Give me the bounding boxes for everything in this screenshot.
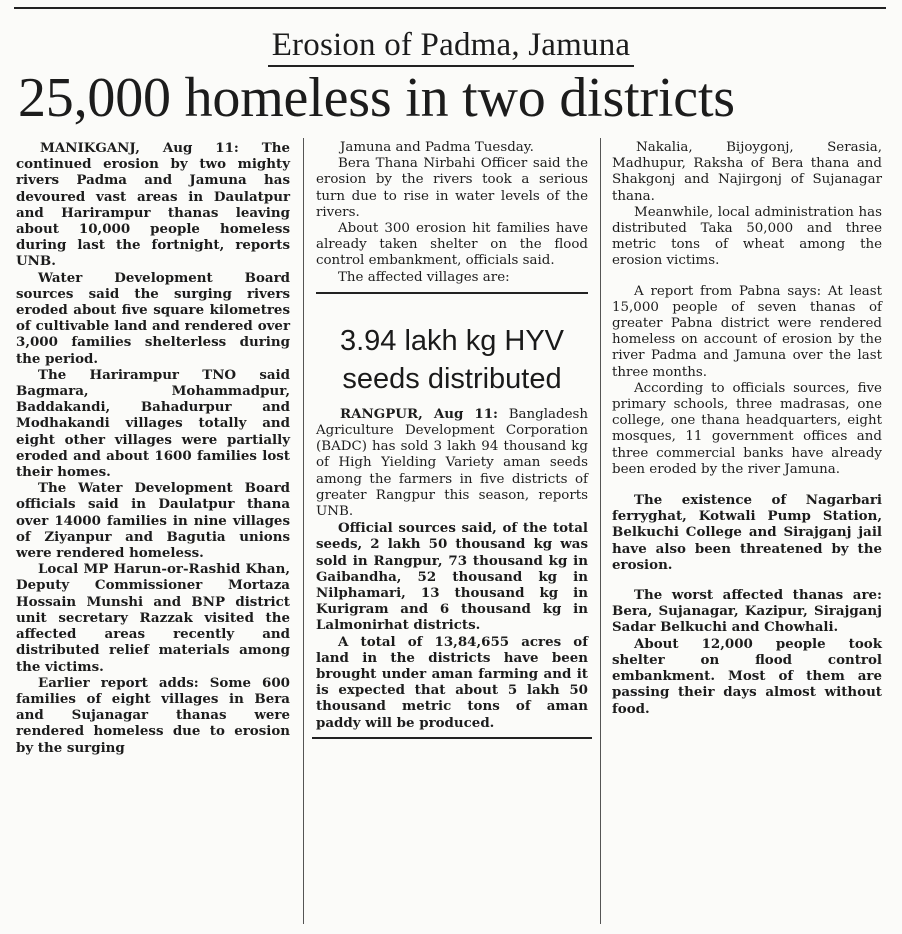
paragraph: Bera Thana Nirbahi Officer said the erosion by the rivers took a serious turn due to rise in water levels of the rivers. bbox=[316, 156, 588, 220]
sidebar-top-rule bbox=[316, 292, 588, 294]
column-1 bbox=[16, 140, 290, 756]
paragraph: Nakalia, Bijoygonj, Serasia, Madhupur, Raksha of Bera thana and Shakgonj and Najirgonj of Sujanagar thana. bbox=[612, 140, 882, 204]
column-rule-2 bbox=[600, 138, 601, 924]
paragraph: Local MP Harun-or-Rashid Khan, Deputy Commissioner Mortaza Hossain Munshi and BNP district unit secretary Razzak visited the affected areas recently and distributed relief materials among the victims. bbox=[16, 561, 290, 675]
column-2 bbox=[316, 140, 588, 739]
sidebar-dateline: RANGPUR, Aug 11: bbox=[340, 405, 499, 422]
paragraph: About 12,000 people took shelter on flood control embankment. Most of them are passing their days almost without food. bbox=[612, 635, 882, 717]
paragraph: A total of 13,84,655 acres of land in the districts have been brought under aman farming and it is expected that about 5 lakh 50 thousand metric tons of aman paddy will be produced. bbox=[316, 633, 588, 731]
paragraph: The Water Development Board officials said in Daulatpur thana over 14000 families in nine villages of Ziyanpur and Bagutia unions were rendered homeless. bbox=[16, 480, 290, 562]
kicker-text: Erosion of Padma, Jamuna bbox=[268, 26, 635, 67]
paragraph: About 300 erosion hit families have already taken shelter on the flood control embankment, officials said. bbox=[316, 221, 588, 269]
paragraph: The existence of Nagarbari ferryghat, Kotwali Pump Station, Belkuchi College and Sirajganj jail have also been threatened by the erosion. bbox=[612, 492, 882, 573]
paragraph: The affected villages are: bbox=[338, 269, 510, 285]
paragraph: A report from Pabna says: At least 15,000 people of seven thanas of greater Pabna district were rendered homeless on account of erosion by the river Padma and Jamuna over the last three months. bbox=[612, 283, 882, 380]
paragraph: The Harirampur TNO said Bagmara, Mohammadpur, Baddakandi, Bahadurpur and Modhakandi villages totally and eight other villages were partially eroded and about 1600 families lost their homes. bbox=[16, 366, 290, 481]
sidebar-headline: 3.94 lakh kg HYV seeds distributed bbox=[339, 324, 565, 395]
column-3 bbox=[612, 140, 882, 717]
column-rule-1 bbox=[303, 138, 304, 924]
paragraph: Water Development Board sources said the surging rivers eroded about five square kilometres of cultivable land and rendered over 3,000 families shelterless during the period. bbox=[16, 269, 290, 367]
sidebar-lead-paragraph bbox=[316, 406, 588, 520]
sidebar-bottom-rule bbox=[312, 737, 592, 739]
top-rule bbox=[14, 7, 886, 9]
paragraph: Official sources said, of the total seeds, 2 lakh 50 thousand kg was sold in Rangpur, 73 thousand kg in Gaibandha, 52 thousand kg in Nilphamari, 13 thousand kg in Kurigram and 6 thousand kg in Lalmonirhat districts. bbox=[316, 520, 588, 634]
paragraph: According to officials sources, five primary schools, three madrasas, one college, one thana headquarters, eight mosques, 11 government offices and three commercial banks have already been eroded by the river Jamuna. bbox=[612, 380, 882, 477]
paragraph: The worst affected thanas are: Bera, Sujanagar, Kazipur, Sirajganj Sadar Belkuchi and Chowhali. bbox=[612, 587, 882, 636]
paragraph: Meanwhile, local administration has distributed Taka 50,000 and three metric tons of wheat among the erosion victims. bbox=[612, 204, 882, 269]
sidebar-lead-text: Bangladesh Agriculture Development Corporation (BADC) has sold 3 lakh 94 thousand kg of High Yielding Variety aman seeds among the farmers in five districts of greater Rangpur this season, reports UNB. bbox=[316, 406, 588, 520]
paragraph: Earlier report adds: Some 600 families of eight villages in Bera and Sujanagar thanas were rendered homeless due to erosion by the surging bbox=[16, 674, 290, 756]
kicker bbox=[0, 26, 902, 67]
paragraph: Jamuna and Padma Tuesday. bbox=[340, 140, 534, 155]
paragraph: MANIKGANJ, Aug 11: The continued erosion by two mighty rivers Padma and Jamuna has devoured vast areas in Daulatpur and Harirampur thanas leaving about 10,000 people homeless during last the fortnight, reports UNB. bbox=[16, 140, 290, 270]
headline: 25,000 homeless in two districts bbox=[18, 67, 735, 129]
